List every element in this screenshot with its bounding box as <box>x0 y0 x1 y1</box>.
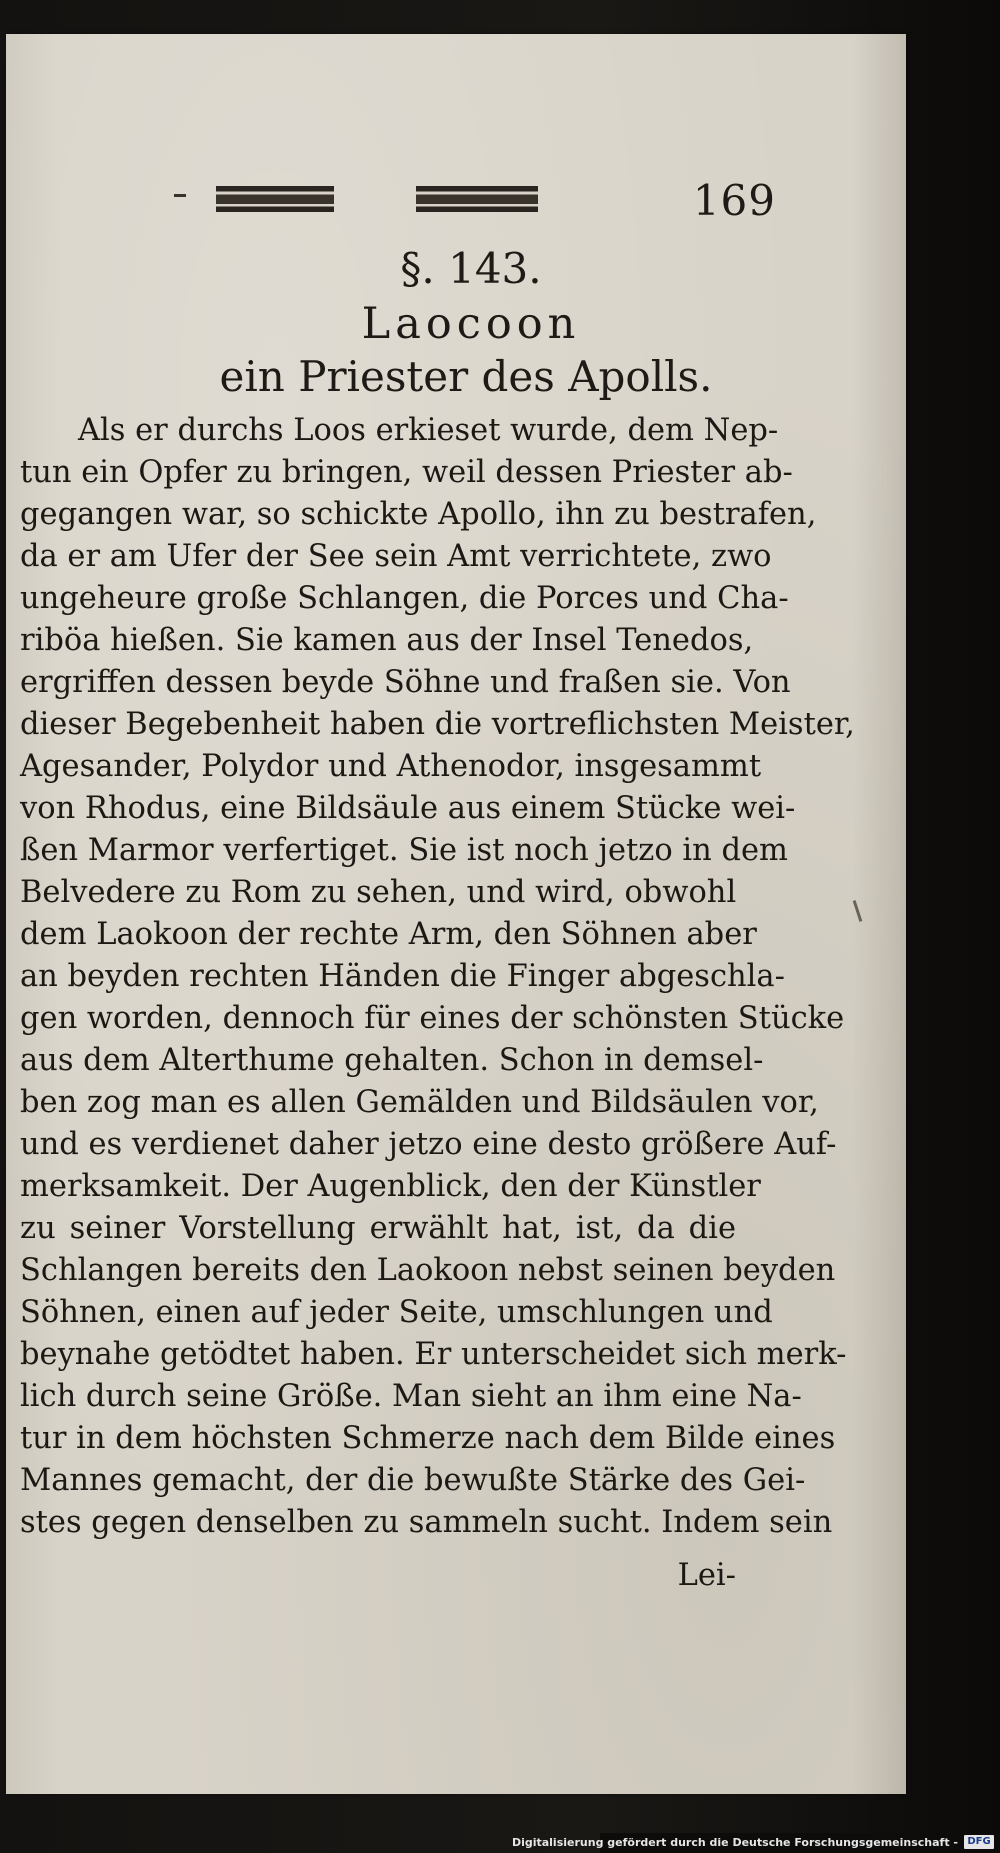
text-line: lich durch seine Größe. Man sieht an ihm eine Na- <box>20 1379 802 1414</box>
text-line: merksamkeit. Der Augenblick, den der Künstler <box>20 1169 761 1204</box>
catchword: Lei- <box>677 1558 736 1593</box>
text-line: beynahe getödtet haben. Er unterscheidet sich merk- <box>20 1337 847 1372</box>
body-text <box>20 410 855 1544</box>
text-line: von Rhodus, eine Bildsäule aus einem Stücke wei- <box>20 791 796 826</box>
heading-title: Laocoon <box>361 299 581 349</box>
text-line: an beyden rechten Händen die Finger abgeschla- <box>20 959 785 994</box>
text-line: riböa hießen. Sie kamen aus der Insel Tenedos, <box>20 623 754 658</box>
text-line: Mannes gemacht, der die bewußte Stärke des Gei- <box>20 1463 806 1498</box>
header-ornament-left <box>216 186 334 212</box>
text-line: dem Laokoon der rechte Arm, den Söhnen aber <box>20 917 757 952</box>
text-line: aus dem Alterthume gehalten. Schon in demsel- <box>20 1043 764 1078</box>
text-line: dieser Begebenheit haben die vortreflichsten Meister, <box>20 707 855 742</box>
ornament-dash <box>174 194 186 197</box>
text-line: gegangen war, so schickte Apollo, ihn zu bestrafen, <box>20 497 817 532</box>
text-line: ungeheure große Schlangen, die Porces und Cha- <box>20 581 789 616</box>
text-line: und es verdienet daher jetzo eine desto größere Auf- <box>20 1127 837 1162</box>
text-line: gen worden, dennoch für eines der schönsten Stücke <box>20 1001 845 1036</box>
header-ornament-right <box>416 186 538 212</box>
text-line: ben zog man es allen Gemälden und Bildsäulen vor, <box>20 1085 819 1120</box>
text-line: Agesander, Polydor und Athenodor, insgesammt <box>20 749 762 784</box>
text-line: ßen Marmor verfertiget. Sie ist noch jetzo in dem <box>20 833 788 868</box>
section-number: §. 143. <box>400 244 542 293</box>
text-line: ergriffen dessen beyde Söhne und fraßen sie. Von <box>20 665 791 700</box>
text-line: tun ein Opfer zu bringen, weil dessen Priester ab- <box>20 455 793 490</box>
page-number: 169 <box>692 176 776 225</box>
text-line: zu seiner Vorstellung erwählt hat, ist, da die <box>20 1211 736 1246</box>
footer-credit: Digitalisierung gefördert durch die Deutsche Forschungsgemeinschaft - <box>511 1836 958 1849</box>
text-line: Schlangen bereits den Laokoon nebst seinen beyden <box>20 1253 836 1288</box>
text-line: Als er durchs Loos erkieset wurde, dem Nep- <box>78 413 779 448</box>
text-line: Söhnen, einen auf jeder Seite, umschlungen und <box>20 1295 773 1330</box>
ink-mark <box>853 900 863 922</box>
text-line: da er am Ufer der See sein Amt verrichtete, zwo <box>20 539 772 574</box>
text-line: tur in dem höchsten Schmerze nach dem Bilde eines <box>20 1421 836 1456</box>
heading-subtitle: ein Priester des Apolls. <box>219 352 713 401</box>
text-line: stes gegen denselben zu sammeln sucht. Indem sein <box>20 1505 833 1540</box>
dfg-logo: DFG <box>964 1835 994 1849</box>
text-line: Belvedere zu Rom zu sehen, und wird, obwohl <box>20 875 737 910</box>
book-page <box>6 34 906 1794</box>
